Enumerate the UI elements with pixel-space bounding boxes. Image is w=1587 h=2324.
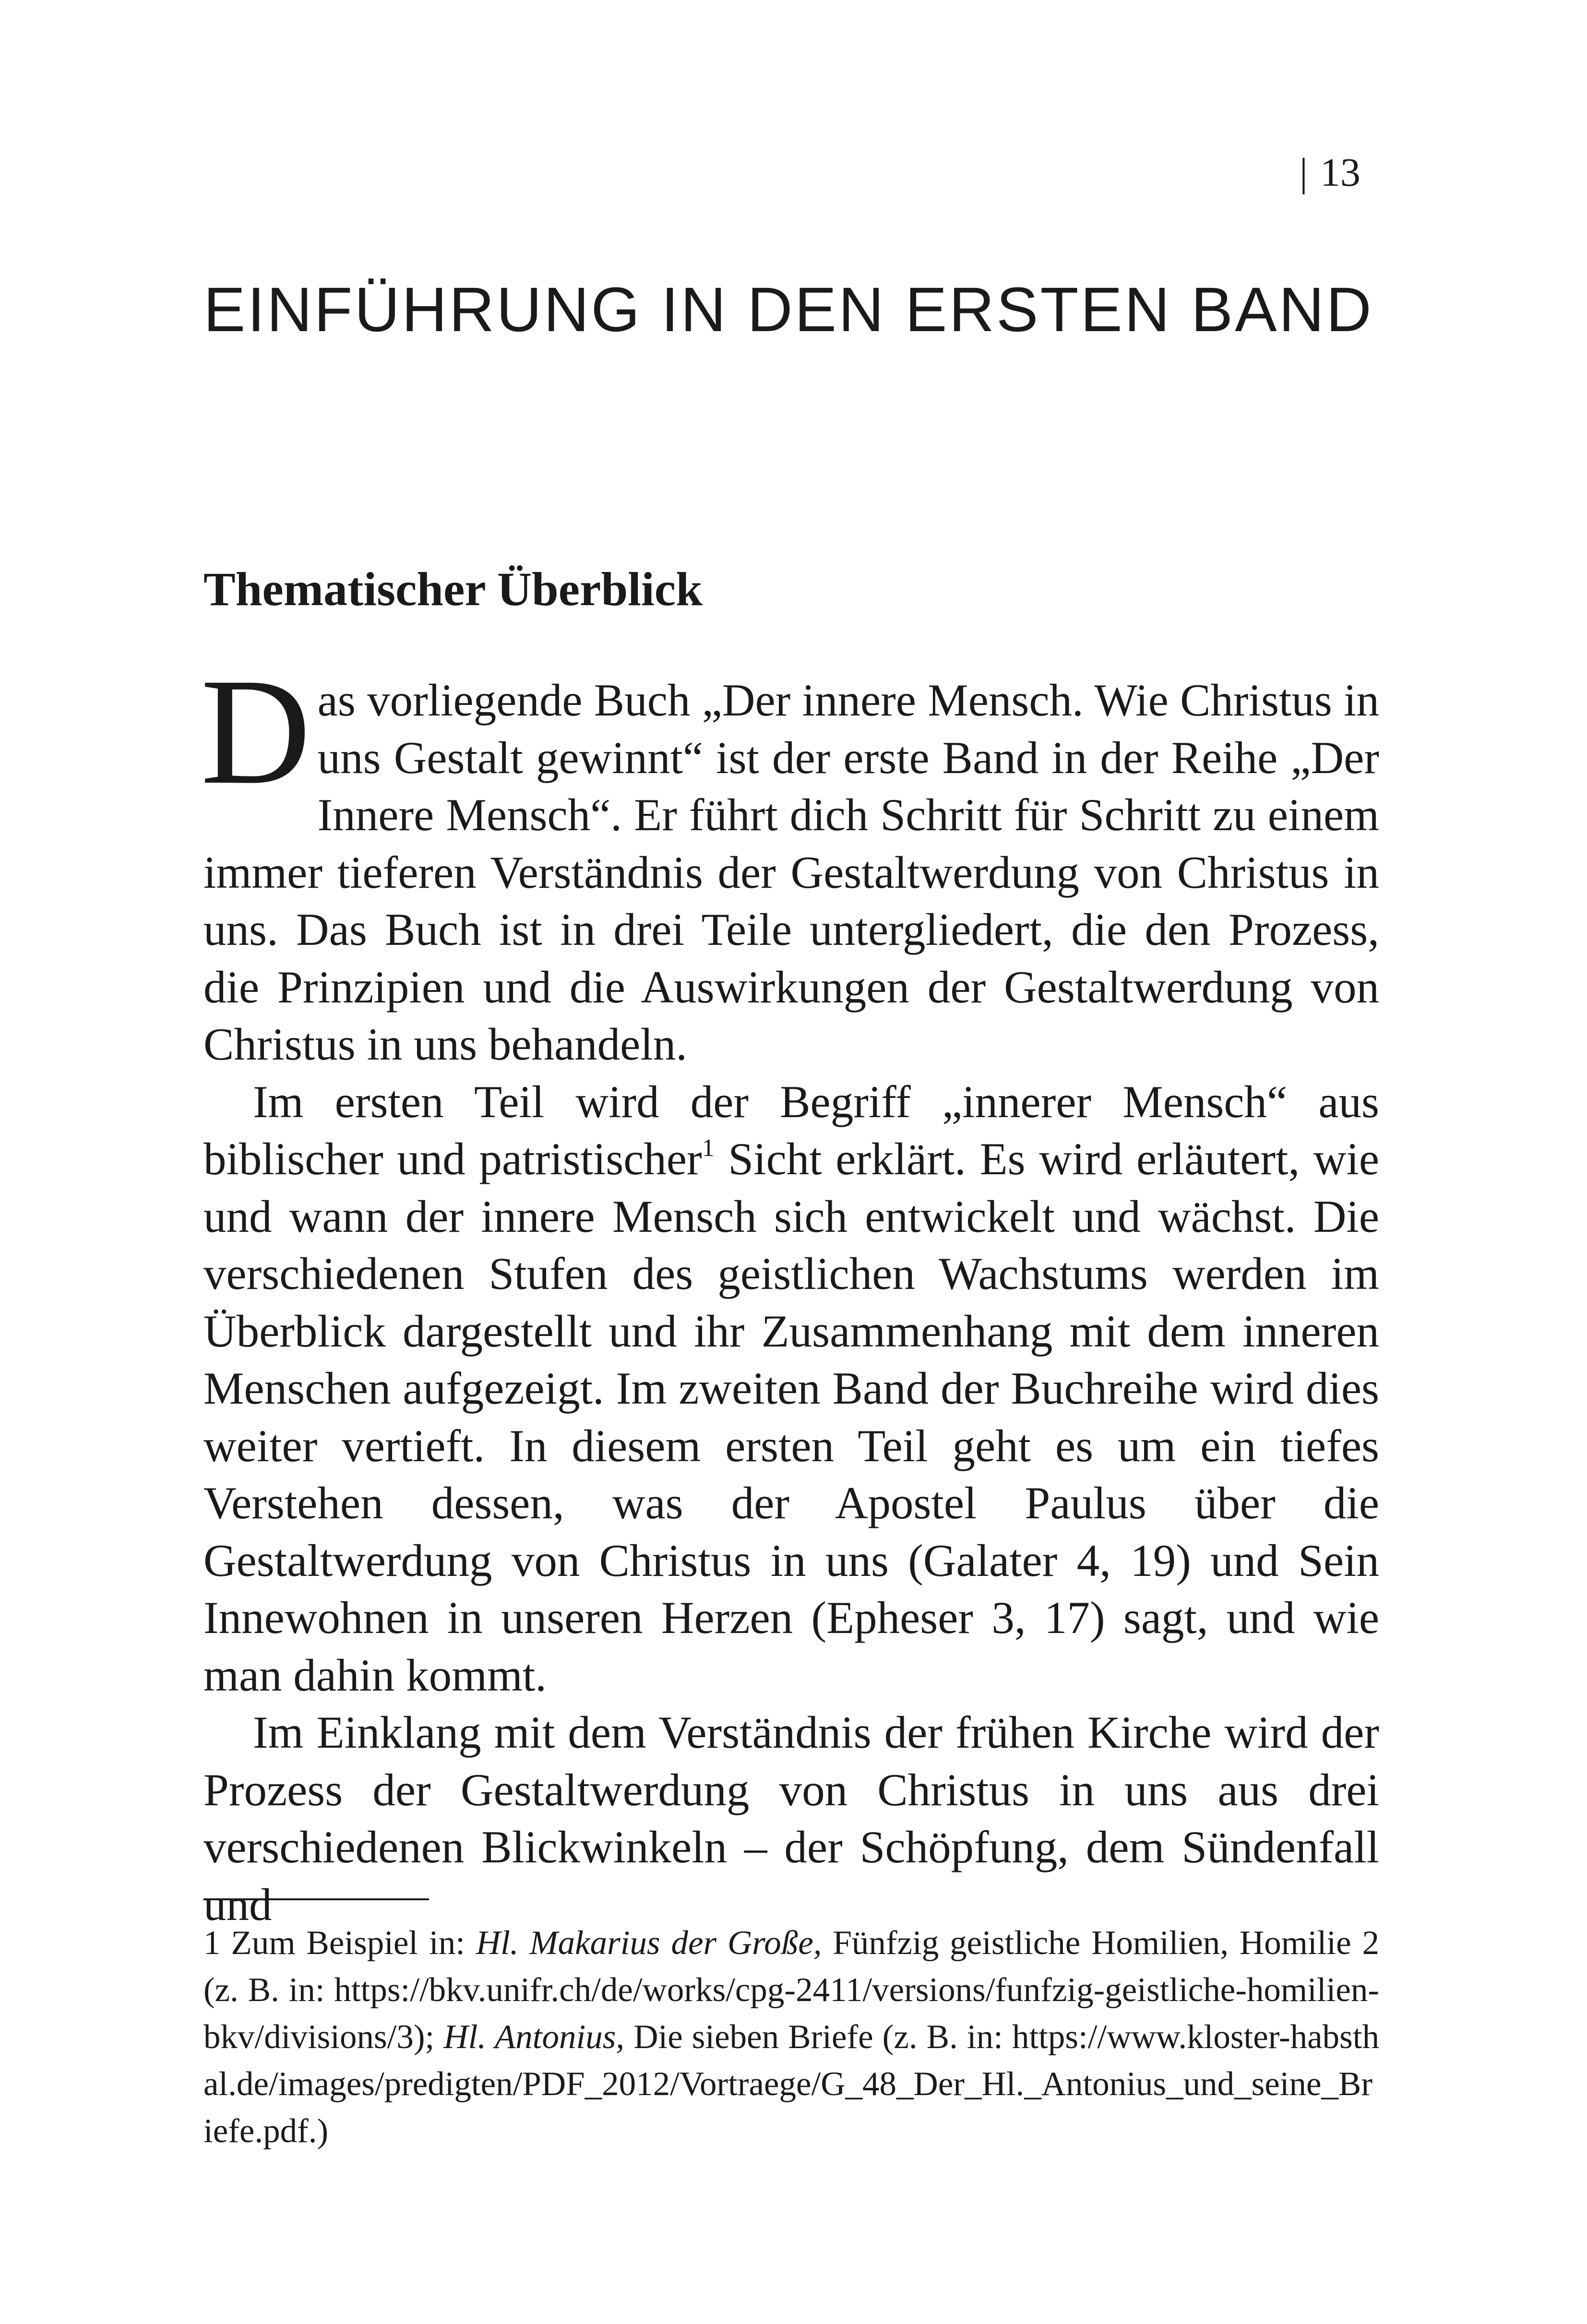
body-text: [201, 647, 1380, 1933]
footnote-author-2: Hl. Antonius,: [443, 2018, 625, 2056]
section-heading: Thematischer Überblick: [203, 562, 703, 616]
paragraph-2-text-start: Im ersten Teil wird der Begriff „innerer Mensch“ aus biblischer und patristischer: [203, 1076, 1379, 1184]
paragraph-1-text: as vorliegende Buch „Der innere Mensch. Wie Christus in uns Gestalt gewinnt“ ist der erste Band in der Reihe „Der Innere Mensch“. Er führt dich Schritt für Schritt zu einem immer tieferen Verständnis der Gestaltwerdung von Christus in uns. Das Buch ist in drei Teile untergliedert, die den Prozess, die Prinzipien und die Auswirkungen der Gestaltwerdung von Christus in uns behandeln.: [203, 675, 1379, 1070]
footnote-link-1[interactable]: https://bkv.unifr.ch/de/works/cpg-2411/versions/funfzig-geistliche-homilien-bkv/divisions/3: [203, 1971, 1379, 2056]
footnote-divider: [203, 1898, 429, 1900]
page-number-separator: |: [1300, 150, 1308, 195]
paragraph-2: [203, 1073, 1379, 1704]
footnote-number: 1: [203, 1924, 221, 1962]
chapter-title: EINFÜHRUNG IN DEN ERSTEN BAND: [203, 274, 1373, 345]
footnote-work-2: Die sieben Briefe (z. B. in:: [624, 2018, 1012, 2056]
page-number: [1300, 150, 1379, 195]
page-number-value: 13: [1320, 150, 1360, 195]
drop-cap: D: [201, 647, 311, 816]
footnotes: [203, 1919, 1379, 2155]
paragraph-3-text: Im Einklang mit dem Verständnis der frühen Kirche wird der Prozess der Gestaltwerdung von Christus in uns aus drei verschiedenen Blickwinkeln – der Schöpfung, dem Sündenfall und: [203, 1707, 1379, 1930]
footnote-reference[interactable]: 1: [702, 1134, 715, 1162]
footnote-close: .): [308, 2112, 329, 2150]
footnote-separator: );: [413, 2018, 444, 2056]
footnote-1: [203, 1919, 1379, 2155]
paragraph-1: [201, 647, 1379, 1073]
footnote-author-1: Hl. Makarius der Große,: [476, 1924, 822, 1962]
paragraph-2-text-end: Sicht erklärt. Es wird erläutert, wie und wann der innere Mensch sich entwickelt und wächst. Die verschiedenen Stufen des geistlichen Wachstums werden im Überblick dargestellt und ihr Zusammenhang mit dem inneren Menschen aufgezeigt. Im zweiten Band der Buchreihe wird dies weiter vertieft. In diesem ersten Teil geht es um ein tiefes Verstehen dessen, was der Apostel Paulus über die Gestaltwerdung von Christus in uns (Galater 4, 19) und Sein Innewohnen in unseren Herzen (Epheser 3, 17) sagt, und wie man dahin kommt.: [203, 1133, 1380, 1701]
footnote-work-1: Fünfzig geistliche Homilien, Homilie 2 (z. B. in:: [203, 1924, 1379, 2009]
footnote-lead: Zum Beispiel in:: [231, 1924, 476, 1962]
footnote-link-2[interactable]: https://www.kloster-habsthal.de/images/predigten/PDF_2012/Vortraege/G_48_Der_Hl._Antonius_und_seine_Briefe.pdf: [203, 2018, 1379, 2150]
